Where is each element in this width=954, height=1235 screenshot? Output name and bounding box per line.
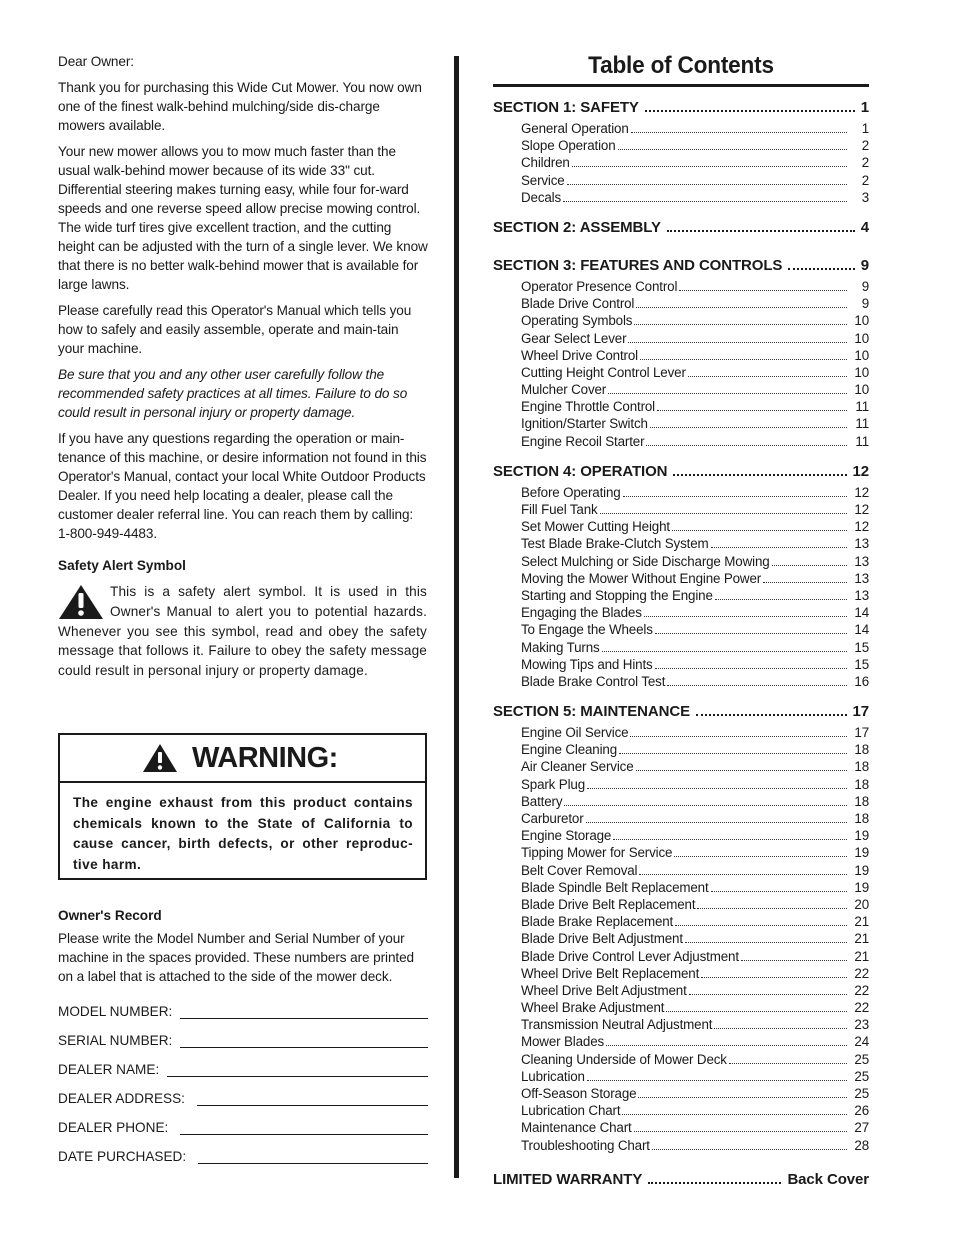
toc-item-page: 19 [854, 845, 869, 861]
toc-leader-dots [646, 445, 847, 446]
toc-item-page: 18 [854, 776, 869, 792]
toc-item[interactable] [493, 914, 869, 931]
toc-item-page: 26 [854, 1103, 869, 1119]
toc-item[interactable] [493, 1103, 869, 1120]
toc-item-title: Carburetor [521, 811, 584, 826]
toc-section-title: SECTION 3: FEATURES AND CONTROLS [493, 256, 783, 274]
toc-item-page: 25 [854, 1051, 869, 1067]
toc-item-page: 21 [854, 948, 869, 964]
toc-item[interactable] [493, 897, 869, 914]
toc-item-title: Blade Drive Control Lever Adjustment [521, 948, 739, 964]
toc-item-page: 25 [854, 1086, 869, 1101]
toc-leader-dots [628, 342, 847, 343]
greeting: Dear Owner: [58, 54, 134, 69]
toc-section [493, 463, 869, 691]
toc-section [493, 219, 869, 241]
toc-item-title: Mulcher Cover [521, 382, 607, 398]
record-field-label: SERIAL NUMBER: [58, 1033, 173, 1048]
toc-item[interactable] [493, 759, 869, 776]
toc-item-page: 14 [854, 622, 869, 638]
record-field-label: DATE PURCHASED: [58, 1149, 187, 1164]
toc-leader-dots [634, 324, 847, 325]
toc-item[interactable] [493, 931, 869, 948]
toc-leader-dots [645, 110, 855, 112]
toc-leader-dots [650, 427, 847, 428]
toc-item-page: 24 [854, 1034, 869, 1050]
toc-item-title: To Engage the Wheels [521, 622, 653, 638]
toc-item[interactable] [493, 536, 869, 553]
letter-paragraph-3: Please carefully read this Operator's Manual which tells you how to safely and easily assemble, operate and main-tain your machine. [58, 303, 412, 356]
toc-leader-dots [648, 1182, 781, 1184]
toc-leader-dots [640, 359, 847, 360]
record-field-blank-line[interactable] [197, 1091, 428, 1106]
toc-item[interactable] [493, 155, 869, 172]
toc-section-title: SECTION 1: SAFETY [493, 99, 639, 116]
toc-item-page: 18 [854, 742, 869, 758]
toc-leader-dots [631, 132, 847, 133]
record-field [58, 1048, 428, 1077]
owners-record-text: Please write the Model Number and Serial Number of your machine in the spaces provided. These numbers are printed on a label that is attached to the side of the mower deck. [58, 931, 415, 984]
toc-item-page: 10 [854, 313, 869, 329]
record-field-label: DEALER ADDRESS: [58, 1091, 185, 1106]
toc-item[interactable] [493, 1086, 869, 1103]
toc-leader-dots [701, 977, 847, 978]
toc-section-title: SECTION 4: OPERATION [493, 462, 668, 480]
toc-item-title: Tipping Mower for Service [521, 845, 673, 861]
toc-leader-dots [667, 685, 847, 686]
toc-item-page: 19 [854, 879, 869, 895]
toc-section-entry[interactable] [493, 257, 869, 279]
toc-item-title: Air Cleaner Service [521, 759, 634, 775]
toc-leader-dots [634, 1131, 847, 1132]
toc-leader-dots [711, 547, 847, 548]
record-field-label: DEALER PHONE: [58, 1120, 169, 1135]
toc-item[interactable] [493, 279, 869, 296]
toc-section-entry[interactable] [493, 99, 869, 121]
record-field [58, 1077, 428, 1106]
toc-item[interactable] [493, 190, 869, 207]
toc-leader-dots [638, 1097, 847, 1098]
record-field [58, 990, 428, 1019]
toc-item[interactable] [493, 399, 869, 416]
toc-item[interactable] [493, 296, 869, 313]
record-field-blank-line[interactable] [180, 1120, 428, 1135]
toc-leader-dots [772, 565, 847, 566]
toc-item[interactable] [493, 845, 869, 862]
toc-leader-dots [714, 1028, 847, 1029]
toc-item-page: 25 [854, 1068, 869, 1084]
safety-alert-block [58, 582, 427, 681]
toc-leader-dots [685, 942, 847, 943]
toc-leader-dots [672, 530, 847, 531]
toc-item-page: 18 [854, 759, 869, 775]
toc-leader-dots [600, 513, 847, 514]
toc-leader-dots [613, 839, 847, 840]
toc-item-title: Spark Plug [521, 776, 586, 792]
toc-item[interactable] [493, 1017, 869, 1034]
warning-triangle-icon [58, 584, 104, 620]
toc-item-page: 18 [854, 811, 869, 826]
toc-item-page: 10 [854, 330, 869, 346]
toc-section-title: SECTION 5: MAINTENANCE [493, 703, 690, 721]
toc-item-page: 15 [854, 656, 869, 672]
toc-item-title: Test Blade Brake-Clutch System [521, 536, 709, 552]
warning-triangle-icon [142, 743, 178, 773]
safety-alert-heading-text: Safety Alert Symbol [58, 558, 186, 573]
toc-item-title: General Operation [521, 121, 629, 136]
toc-section-page: 12 [852, 462, 869, 480]
toc-item[interactable] [493, 554, 869, 571]
table-of-contents [493, 52, 869, 1193]
toc-item-page: 21 [854, 914, 869, 930]
toc-section [493, 257, 869, 451]
toc-leader-dots [788, 268, 854, 270]
toc-item[interactable] [493, 331, 869, 348]
toc-item[interactable] [493, 949, 869, 966]
toc-item-title: Engaging the Blades [521, 605, 642, 621]
toc-leader-dots [697, 908, 847, 909]
toc-item[interactable] [493, 348, 869, 365]
toc-leader-dots [623, 496, 847, 497]
toc-leader-dots [655, 633, 847, 634]
record-field [58, 1135, 428, 1164]
toc-leader-dots [619, 753, 847, 754]
warning-text: The engine exhaust from this product contains chemicals known to the State of California to cause cancer, birth defects, or other reproduc-tive harm. [73, 795, 413, 872]
toc-item-title: Lubrication Chart [521, 1103, 621, 1119]
toc-item-page: 12 [854, 484, 869, 500]
toc-leader-dots [644, 616, 847, 617]
toc-item[interactable] [493, 742, 869, 759]
letter-paragraph-5: If you have any questions regarding the operation or main-tenance of this machine, or desire information not found in this Operator's Manual, contact your local White Outdoor Products Dealer. If you need help locating a dealer, please call the customer dealer referral line. You can reach them by calling: 1-800-949-4483. [58, 431, 427, 541]
toc-item-page: 22 [854, 982, 869, 998]
toc-item[interactable] [493, 966, 869, 983]
toc-item-page: 11 [855, 416, 869, 432]
toc-item-title: Lubrication [521, 1068, 585, 1084]
toc-item[interactable] [493, 725, 869, 742]
toc-item-title: Wheel Drive Belt Replacement [521, 965, 700, 981]
toc-item-title: Engine Storage [521, 828, 612, 844]
toc-leader-dots [630, 736, 847, 737]
warning-header [60, 735, 425, 783]
toc-item-title: Blade Drive Belt Replacement [521, 896, 696, 912]
toc-item-page: 12 [854, 519, 869, 535]
toc-leader-dots [674, 856, 847, 857]
toc-item-title: Battery [521, 793, 563, 809]
toc-section [493, 99, 869, 207]
toc-item[interactable] [493, 1000, 869, 1017]
toc-item-page: 28 [854, 1137, 869, 1153]
toc-item-title: Before Operating [521, 484, 621, 500]
toc-item-title: Moving the Mower Without Engine Power [521, 570, 762, 586]
toc-item[interactable] [493, 657, 869, 674]
toc-item-title: Decals [521, 189, 562, 205]
toc-leader-dots [729, 1063, 847, 1064]
toc-item[interactable] [493, 485, 869, 502]
toc-item-title: Mower Blades [521, 1034, 605, 1050]
toc-item[interactable] [493, 1034, 869, 1051]
safety-reminder: Be sure that you and any other user carefully follow the recommended safety practices at all times. Failure to do so could result in personal injury or property damage. [58, 367, 408, 420]
toc-item-title: Transmission Neutral Adjustment [521, 1017, 713, 1033]
toc-item-page: 15 [854, 639, 869, 655]
toc-item[interactable] [493, 588, 869, 605]
toc-item-page: 13 [854, 587, 869, 603]
toc-section [493, 703, 869, 1155]
record-field-blank-line[interactable] [180, 1033, 428, 1048]
toc-item-title: Wheel Drive Control [521, 347, 638, 363]
letter-paragraph-2: Your new mower allows you to mow much faster than the usual walk-behind mower because of its wide 33" cut. Differential steering makes turning easy, while four for-ward speeds and one reverse speed allow precise mowing control. The wide turf tires give excellent traction, and the cutting height can be adjusted with the turn of a single lever. We know that there is no better walk-behind mower that is available for large lawns. [58, 144, 428, 292]
toc-item-title: Cutting Height Control Lever [521, 364, 686, 380]
toc-item-page: 16 [854, 673, 869, 689]
toc-section-page: 4 [860, 218, 869, 236]
toc-leader-dots [696, 714, 847, 716]
toc-item[interactable] [493, 605, 869, 622]
toc-item-title: Mowing Tips and Hints [521, 656, 653, 672]
toc-item-page: 13 [854, 553, 869, 569]
toc-item-page: 1 [861, 121, 869, 136]
toc-item[interactable] [493, 828, 869, 845]
toc-item-title: Blade Drive Belt Adjustment [521, 931, 683, 947]
toc-item[interactable] [493, 640, 869, 657]
toc-item[interactable] [493, 1052, 869, 1069]
toc-item[interactable] [493, 173, 869, 190]
toc-item-title: Engine Throttle Control [521, 399, 656, 415]
toc-title-rule [493, 84, 869, 87]
toc-leader-dots [657, 410, 847, 411]
safety-alert-text: This is a safety alert symbol. It is used in this Owner's Manual to alert you to potential hazards. Whenever you see this symbol, read and obey the safety message that follows it. Failure to obey the safety message could result in personal injury or property damage. [58, 584, 427, 679]
toc-leader-dots [689, 994, 847, 995]
record-field-label: MODEL NUMBER: [58, 1004, 173, 1019]
toc-item-title: Operating Symbols [521, 313, 633, 329]
toc-item-title: Maintenance Chart [521, 1120, 632, 1136]
toc-item-page: 13 [854, 570, 869, 586]
toc-item[interactable] [493, 1069, 869, 1086]
toc-item-title: Cleaning Underside of Mower Deck [521, 1051, 727, 1067]
toc-section-title: SECTION 2: ASSEMBLY [493, 218, 661, 236]
toc-item-title: Making Turns [521, 639, 600, 655]
toc-leader-dots [636, 770, 847, 771]
toc-leader-dots [675, 925, 847, 926]
record-field-blank-line[interactable] [167, 1062, 428, 1077]
toc-item-page: 10 [854, 364, 869, 380]
toc-section-entry[interactable] [493, 1171, 869, 1193]
toc-item-title: Troubleshooting Chart [521, 1137, 650, 1153]
toc-leader-dots [763, 582, 847, 583]
toc-item[interactable] [493, 121, 869, 138]
toc-section-entry[interactable] [493, 463, 869, 485]
toc-leader-dots [586, 822, 847, 823]
toc-item-page: 11 [855, 399, 869, 415]
toc-leader-dots [667, 230, 855, 232]
toc-leader-dots [587, 788, 847, 789]
toc-section-entry[interactable] [493, 219, 869, 241]
toc-leader-dots [618, 149, 847, 150]
toc-leader-dots [679, 290, 847, 291]
owners-record-heading: Owner's Record [58, 908, 162, 923]
toc-leader-dots [715, 599, 847, 600]
toc-leader-dots [741, 960, 847, 961]
toc-item-page: 2 [861, 155, 869, 171]
toc-item[interactable] [493, 313, 869, 330]
toc-item-page: 2 [861, 138, 869, 154]
toc-item-page: 20 [854, 896, 869, 912]
toc-item-title: Children [521, 155, 570, 171]
toc-item-page: 19 [854, 862, 869, 878]
owners-record [58, 908, 428, 1164]
toc-leader-dots [608, 393, 847, 394]
warning-box [58, 733, 427, 880]
toc-item[interactable] [493, 434, 869, 451]
toc-item-page: 14 [854, 605, 869, 621]
toc-item-page: 9 [861, 278, 869, 294]
toc-item-page: 2 [861, 172, 869, 188]
toc-item-page: 10 [854, 347, 869, 363]
record-field-blank-line[interactable] [198, 1149, 428, 1164]
toc-item[interactable] [493, 365, 869, 382]
toc-item[interactable] [493, 571, 869, 588]
toc-leader-dots [564, 805, 847, 806]
toc-item-page: 17 [854, 725, 869, 741]
toc-item-page: 23 [854, 1017, 869, 1033]
toc-item[interactable] [493, 502, 869, 519]
toc-item[interactable] [493, 983, 869, 1000]
toc-leader-dots [567, 184, 847, 185]
toc-item-title: Engine Recoil Starter [521, 433, 645, 449]
warning-title: WARNING: [192, 741, 338, 774]
toc-item-title: Blade Spindle Belt Replacement [521, 879, 709, 895]
toc-leader-dots [572, 166, 847, 167]
toc-item-title: Operator Presence Control [521, 278, 678, 294]
toc-leader-dots [711, 891, 847, 892]
toc-section-entry[interactable] [493, 703, 869, 725]
toc-item-page: 27 [854, 1120, 869, 1136]
toc-item[interactable] [493, 880, 869, 897]
toc-item-page: 22 [854, 1000, 869, 1016]
toc-section-title: LIMITED WARRANTY [493, 1170, 643, 1188]
toc-item[interactable] [493, 863, 869, 880]
record-field-label: DEALER NAME: [58, 1062, 160, 1077]
toc-leader-dots [587, 1080, 847, 1081]
toc-item-page: 13 [854, 536, 869, 552]
toc-list [493, 99, 869, 1193]
toc-item-title: Fill Fuel Tank [521, 502, 598, 517]
toc-leader-dots [636, 307, 847, 308]
toc-item-title: Ignition/Starter Switch [521, 416, 648, 432]
letter-paragraph-1: Thank you for purchasing this Wide Cut Mower. You now own one of the finest walk-behind mulching/side dis-charge mowers available. [58, 80, 422, 133]
toc-item-page: 19 [854, 828, 869, 844]
toc-item[interactable] [493, 416, 869, 433]
toc-leader-dots [563, 201, 847, 202]
toc-item-title: Belt Cover Removal [521, 862, 638, 878]
toc-item[interactable] [493, 1120, 869, 1137]
safety-alert-heading [58, 558, 186, 573]
toc-item-title: Wheel Brake Adjustment [521, 1000, 665, 1016]
toc-item-title: Off-Season Storage [521, 1086, 637, 1101]
letter [58, 52, 428, 550]
toc-item[interactable] [493, 519, 869, 536]
toc-leader-dots [639, 874, 847, 875]
toc-item-page: 22 [854, 965, 869, 981]
toc-item-title: Engine Cleaning [521, 742, 618, 758]
toc-item-page: 18 [854, 793, 869, 809]
toc-item-title: Service [521, 172, 565, 188]
toc-leader-dots [666, 1011, 847, 1012]
toc-item-title: Wheel Drive Belt Adjustment [521, 982, 687, 998]
toc-leader-dots [688, 376, 847, 377]
toc-leader-dots [655, 668, 847, 669]
toc-item[interactable] [493, 382, 869, 399]
toc-item-page: 11 [855, 433, 869, 449]
toc-section-page: 9 [860, 256, 869, 274]
record-field [58, 1019, 428, 1048]
toc-item[interactable] [493, 1138, 869, 1155]
toc-item-page: 3 [861, 189, 869, 205]
toc-item-title: Blade Drive Control [521, 296, 635, 312]
toc-item-title: Select Mulching or Side Discharge Mowing [521, 553, 770, 569]
toc-item[interactable] [493, 777, 869, 794]
toc-title: Table of Contents [588, 52, 774, 79]
toc-item-title: Slope Operation [521, 138, 616, 154]
toc-leader-dots [673, 474, 846, 476]
toc-item-title: Blade Brake Replacement [521, 914, 674, 930]
toc-item-title: Blade Brake Control Test [521, 673, 666, 689]
toc-section-page: 17 [852, 703, 869, 721]
toc-section [493, 1171, 869, 1193]
record-field-blank-line[interactable] [180, 1004, 428, 1019]
toc-item[interactable] [493, 138, 869, 155]
toc-item-page: 10 [854, 382, 869, 398]
toc-item-page: 12 [854, 502, 869, 517]
toc-item-page: 21 [854, 931, 869, 947]
toc-leader-dots [622, 1114, 847, 1115]
toc-leader-dots [606, 1045, 847, 1046]
toc-leader-dots [652, 1149, 847, 1150]
toc-item-title: Gear Select Lever [521, 330, 627, 346]
toc-item-title: Starting and Stopping the Engine [521, 587, 713, 603]
toc-item[interactable] [493, 811, 869, 828]
record-fields [58, 990, 428, 1164]
column-divider [454, 56, 459, 1178]
toc-item-page: 9 [861, 296, 869, 312]
toc-section-page: Back Cover [787, 1170, 869, 1188]
toc-item-title: Set Mower Cutting Height [521, 519, 670, 535]
toc-item[interactable] [493, 794, 869, 811]
toc-item[interactable] [493, 622, 869, 639]
toc-section-page: 1 [860, 99, 869, 116]
toc-leader-dots [602, 651, 847, 652]
toc-item[interactable] [493, 674, 869, 691]
record-field [58, 1106, 428, 1135]
toc-item-title: Engine Oil Service [521, 725, 629, 741]
